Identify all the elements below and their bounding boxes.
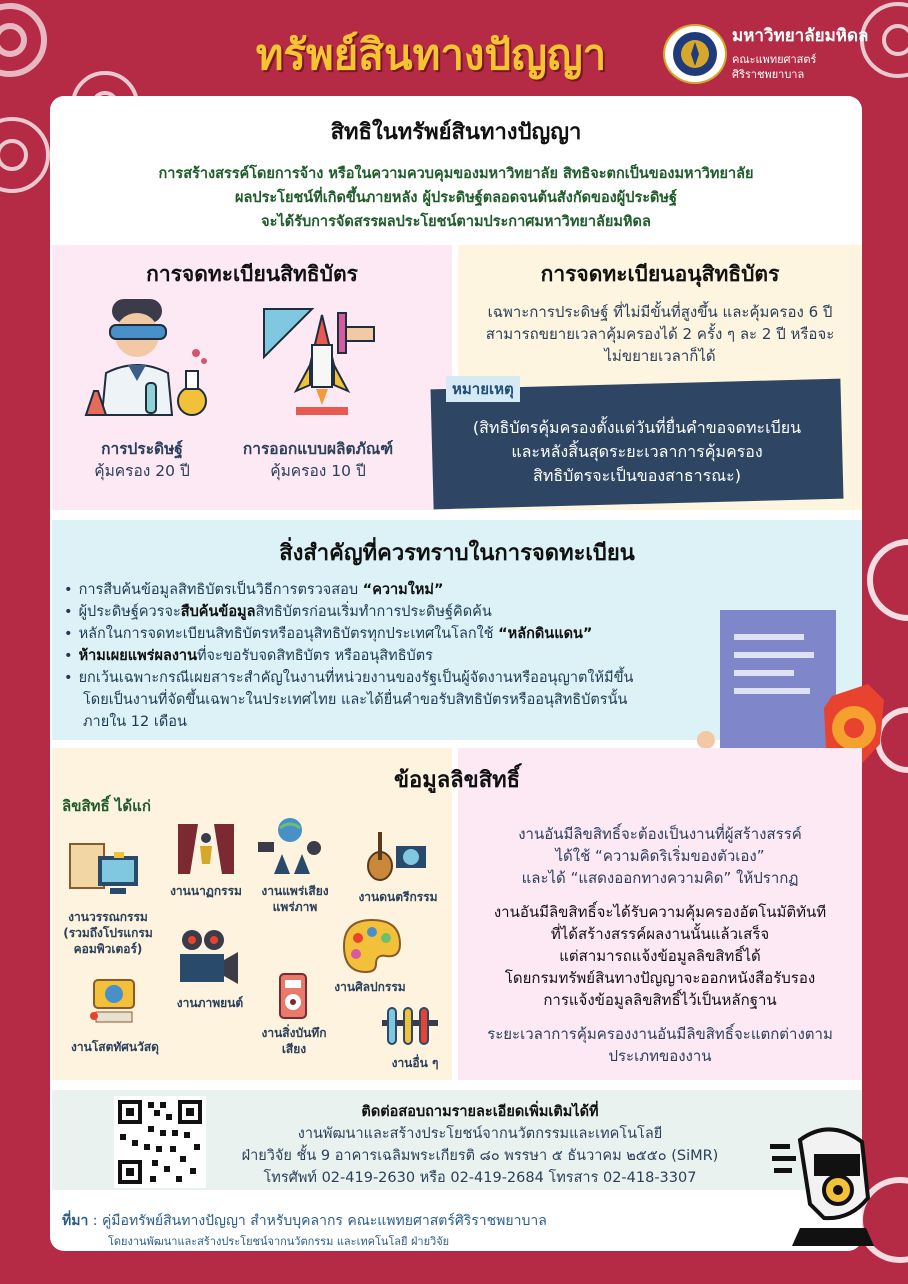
- music-icon: [364, 830, 430, 882]
- drama-icon: [176, 822, 236, 876]
- rights-line: การสร้างสรรค์โดยการจ้าง หรือในความควบคุมของมหาวิทยาลัย สิทธิจะตกเป็นของมหาวิทยาลัย: [158, 166, 754, 182]
- important-bullet-cont: ภายใน 12 เดือน: [83, 714, 187, 730]
- source-line: ที่มา : คู่มือทรัพย์สินทางปัญญา สำหรับบุคลากร คณะแพทยศาสตร์ศิริราชพยาบาล: [62, 1213, 547, 1229]
- page-title: ทรัพย์สินทางปัญญา: [255, 30, 607, 79]
- important-bullet: • ห้ามเผยแพร่ผลงานที่จะขอรับจดสิทธิบัตร หรืออนุสิทธิบัตร: [64, 648, 433, 664]
- important-bullet: • หลักในการจดทะเบียนสิทธิบัตรหรืออนุสิทธิบัตรทุกประเทศในโลกใช้ “หลักดินแดน”: [64, 626, 593, 642]
- gear-decoration-icon: [848, 0, 908, 100]
- rights-line: จะได้รับการจัดสรรผลประโยชน์ตามประกาศมหาวิทยาลัยมหิดล: [261, 214, 651, 230]
- art-caption: งานศิลปกรรม: [334, 980, 406, 994]
- copyright-heading: ข้อมูลลิขสิทธิ์: [393, 768, 521, 793]
- sound-recording-caption: เสียง: [281, 1042, 307, 1056]
- audiovisual-caption: งานโสตทัศนวัสดุ: [71, 1040, 159, 1054]
- design-label: การออกแบบผลิตภัณฑ์: [242, 440, 394, 458]
- hospital-name: ศิริราชพยาบาล: [732, 68, 805, 81]
- copyright-text: ที่ได้สร้างสรรค์ผลงานนั้นแล้วเสร็จ: [550, 925, 770, 943]
- audiovisual-icon: [86, 972, 142, 1026]
- broadcast-icon: [254, 816, 328, 876]
- copyright-sub: ลิขสิทธิ์ ได้แก่: [62, 797, 151, 815]
- note-line: (สิทธิบัตรคุ้มครองตั้งแต่วันที่ยื่นคำขอจดทะเบียน: [472, 418, 802, 437]
- literary-caption: งานวรรณกรรม: [68, 910, 148, 924]
- copyright-text: งานอันมีลิขสิทธิ์จะได้รับความคุ้มครองอัตโนมัติทันที: [493, 903, 827, 921]
- broadcast-caption: แพร่ภาพ: [272, 900, 318, 914]
- invention-term: คุ้มครอง 20 ปี: [94, 462, 190, 480]
- petty-patent-line: เฉพาะการประดิษฐ์ ที่ไม่มีขั้นที่สูงขึ้น และคุ้มครอง 6 ปี: [487, 303, 833, 321]
- drama-caption: งานนาฏกรรม: [170, 884, 242, 898]
- copyright-text: ประเภทของงาน: [608, 1047, 712, 1065]
- copyright-text: โดยกรมทรัพย์สินทางปัญญาจะออกหนังสือรับรอง: [504, 969, 816, 987]
- literary-caption: คอมพิวเตอร์): [73, 942, 143, 956]
- literary-icon: [68, 838, 144, 904]
- source-by: โดยงานพัฒนาและสร้างประโยชน์จากนวัตกรรม และเทคโนโลยี ฝ่ายวิจัย: [108, 1235, 450, 1248]
- important-bullet: • การสืบค้นข้อมูลสิทธิบัตรเป็นวิธีการตรวจสอบ “ความใหม่”: [64, 582, 444, 598]
- art-icon: [340, 918, 406, 974]
- contact-line: โทรศัพท์ 02-419-2630 หรือ 02-419-2684 โทรสาร 02-418-3307: [263, 1170, 697, 1186]
- literary-caption: (รวมถึงโปรแกรม: [63, 926, 153, 940]
- copyright-text: ระยะเวลาการคุ้มครองงานอันมีลิขสิทธิ์จะแตกต่างตาม: [487, 1025, 833, 1043]
- rights-heading: สิทธิในทรัพย์สินทางปัญญา: [330, 120, 582, 145]
- film-caption: งานภาพยนต์: [176, 996, 244, 1010]
- product-design-icon: [262, 305, 382, 420]
- petty-patent-heading: การจดทะเบียนอนุสิทธิบัตร: [540, 262, 780, 286]
- other-works-caption: งานอื่น ๆ: [391, 1056, 439, 1070]
- sound-recording-caption: งานสิ่งบันทึก: [261, 1026, 327, 1040]
- copyright-text: งานอันมีลิขสิทธิ์จะต้องเป็นงานที่ผู้สร้างสรรค์: [518, 825, 802, 843]
- sound-recording-icon: [278, 972, 308, 1020]
- other-works-icon: [378, 1004, 444, 1050]
- broadcast-caption: งานแพร่เสียง: [261, 884, 329, 898]
- copyright-text: ได้ใช้ “ความคิดริเริ่มของตัวเอง”: [555, 847, 765, 865]
- copyright-text: และได้ “แสดงออกทางความคิด” ให้ปรากฏ: [521, 869, 799, 887]
- note-line: สิทธิบัตรจะเป็นของสาธารณะ): [533, 466, 741, 485]
- contact-line: ฝ่ายวิจัย ชั้น 9 อาคารเฉลิมพระเกียรติ ๘๐ พรรษา ๕ ธันวาคม ๒๕๕๐ (SiMR): [241, 1148, 719, 1164]
- important-heading: สิ่งสำคัญที่ควรทราบในการจดทะเบียน: [279, 541, 635, 566]
- contact-title: ติดต่อสอบถามรายละเอียดเพิ่มเติมได้ที่: [361, 1104, 599, 1120]
- university-name: มหาวิทยาลัยมหิดล: [732, 26, 869, 46]
- note-line: และหลังสิ้นสุดระยะเวลาการคุ้มครอง: [511, 442, 763, 461]
- qr-code-icon[interactable]: [114, 1096, 206, 1188]
- important-bullet: • ยกเว้นเฉพาะกรณีเผยสาระสำคัญในงานที่หน่วยงานของรัฐเป็นผู้จัดงานหรืออนุญาตให้มีขึ้น: [64, 670, 634, 686]
- design-term: คุ้มครอง 10 ปี: [270, 462, 366, 480]
- important-bullet: • ผู้ประดิษฐ์ควรจะสืบค้นข้อมูลสิทธิบัตรก่อนเริ่มทำการประดิษฐ์คิดค้น: [64, 604, 492, 620]
- copyright-text: การแจ้งข้อมูลลิขสิทธิ์ไว้เป็นหลักฐาน: [543, 991, 777, 1009]
- innovation-head-icon: [770, 1120, 880, 1250]
- copyright-text: แต่สามารถแจ้งข้อมูลลิขสิทธิ์ได้: [559, 947, 761, 965]
- petty-patent-line: สามารถขยายเวลาคุ้มครองได้ 2 ครั้ง ๆ ละ 2 ปี หรือจะ: [485, 325, 835, 343]
- music-caption: งานดนตรีกรรม: [358, 890, 438, 904]
- note-tag: หมายเหตุ: [446, 376, 520, 402]
- faculty-name: คณะแพทยศาสตร์: [732, 53, 817, 66]
- film-icon: [176, 928, 240, 988]
- petty-patent-line: ไม่ขยายเวลาก็ได้: [604, 347, 716, 365]
- important-bullet-cont: โดยเป็นงานที่จัดขึ้นเฉพาะในประเทศไทย และได้ยื่นคำขอรับสิทธิบัตรหรืออนุสิทธิบัตรนั้น: [83, 692, 628, 708]
- contact-line: งานพัฒนาและสร้างประโยชน์จากนวัตกรรมและเทคโนโลยี: [297, 1126, 663, 1142]
- rights-line: ผลประโยชน์ที่เกิดขึ้นภายหลัง ผู้ประดิษฐ์ตลอดจนต้นสังกัดของผู้ประดิษฐ์: [235, 190, 677, 206]
- scientist-icon: [84, 295, 214, 420]
- mahidol-logo: [663, 24, 727, 84]
- invention-label: การประดิษฐ์: [101, 440, 183, 458]
- patent-heading: การจดทะเบียนสิทธิบัตร: [146, 262, 358, 286]
